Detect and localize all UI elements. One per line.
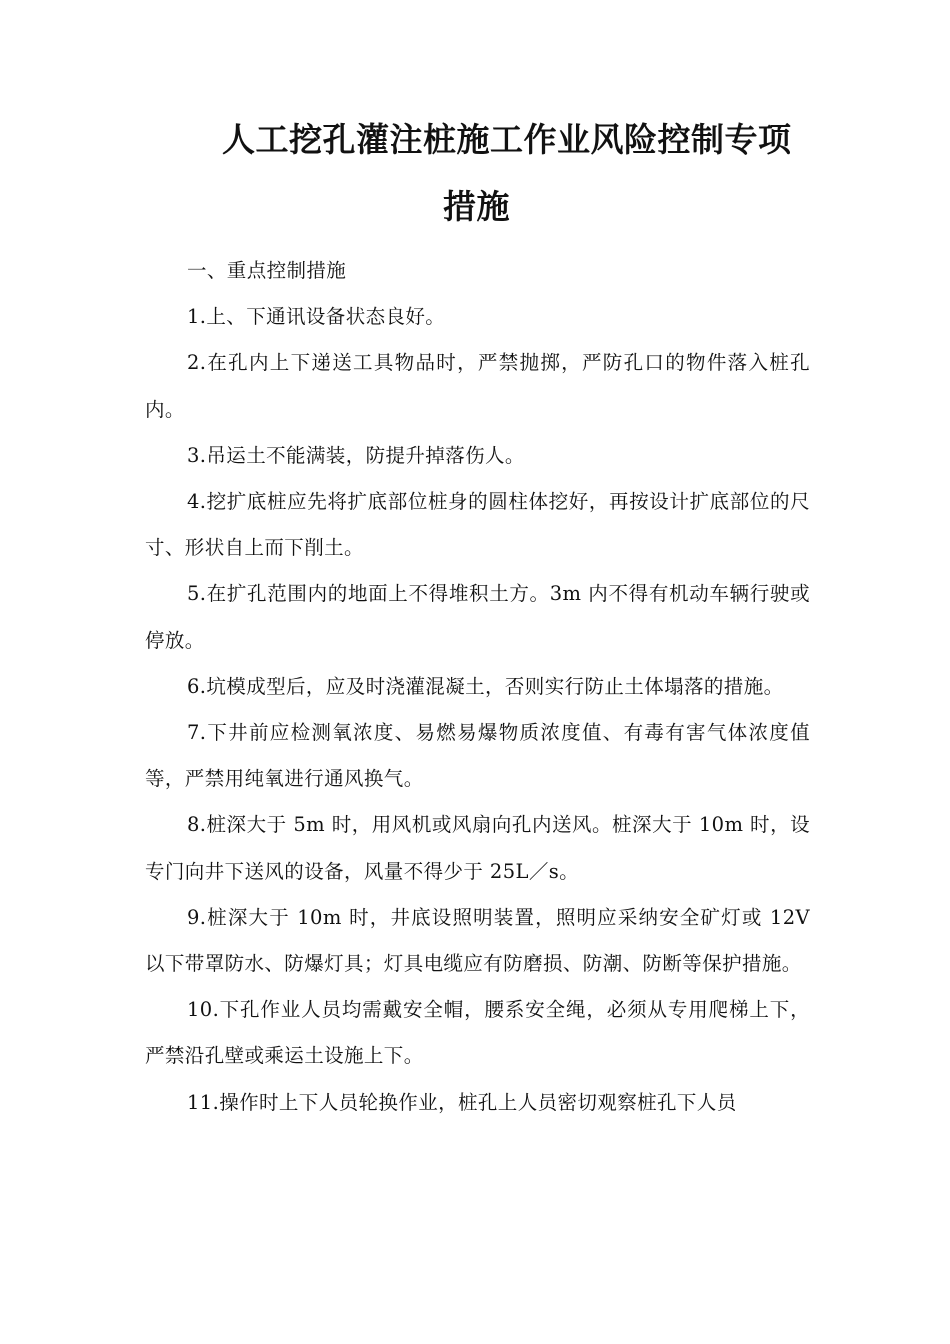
document-body [145, 248, 810, 1126]
list-item-5: 5.在扩孔范围内的地面上不得堆积土方。3m 内不得有机动车辆行驶或停放。 [145, 582, 810, 652]
list-item-2: 2.在孔内上下递送工具物品时，严禁抛掷，严防孔口的物件落入桩孔内。 [145, 351, 810, 421]
list-item-9: 9.桩深大于 10m 时，井底设照明装置，照明应采纳安全矿灯或 12V 以下带罩防水、防爆灯具；灯具电缆应有防磨损、防潮、防断等保护措施。 [145, 905, 810, 976]
section-heading: 一、重点控制措施 [187, 259, 347, 282]
list-item-7: 7.下井前应检测氧浓度、易燃易爆物质浓度值、有毒有害气体浓度值等，严禁用纯氧进行通风换气。 [145, 721, 810, 791]
list-item-1: 1.上、下通讯设备状态良好。 [187, 305, 446, 329]
document-title-line-1: 人工挖孔灌注桩施工作业风险控制专项 [222, 120, 792, 159]
document-title-line-2: 措施 [443, 187, 510, 226]
list-item-3: 3.吊运土不能满装，防提升掉落伤人。 [187, 443, 525, 467]
list-item-11: 11.操作时上下人员轮换作业，桩孔上人员密切观察桩孔下人员 [187, 1090, 737, 1114]
list-item-8: 8.桩深大于 5m 时，用风机或风扇向孔内送风。桩深大于 10m 时，设专门向井下送风的设备，风量不得少于 25L／s。 [145, 813, 810, 883]
list-item-10: 10.下孔作业人员均需戴安全帽，腰系安全绳，必须从专用爬梯上下，严禁沿孔壁或乘运土设施上下。 [145, 998, 810, 1068]
list-item-6: 6.坑模成型后，应及时浇灌混凝土，否则实行防止土体塌落的措施。 [187, 674, 784, 698]
list-item-4: 4.挖扩底桩应先将扩底部位桩身的圆柱体挖好，再按设计扩底部位的尺寸、形状自上而下削土。 [145, 490, 810, 560]
